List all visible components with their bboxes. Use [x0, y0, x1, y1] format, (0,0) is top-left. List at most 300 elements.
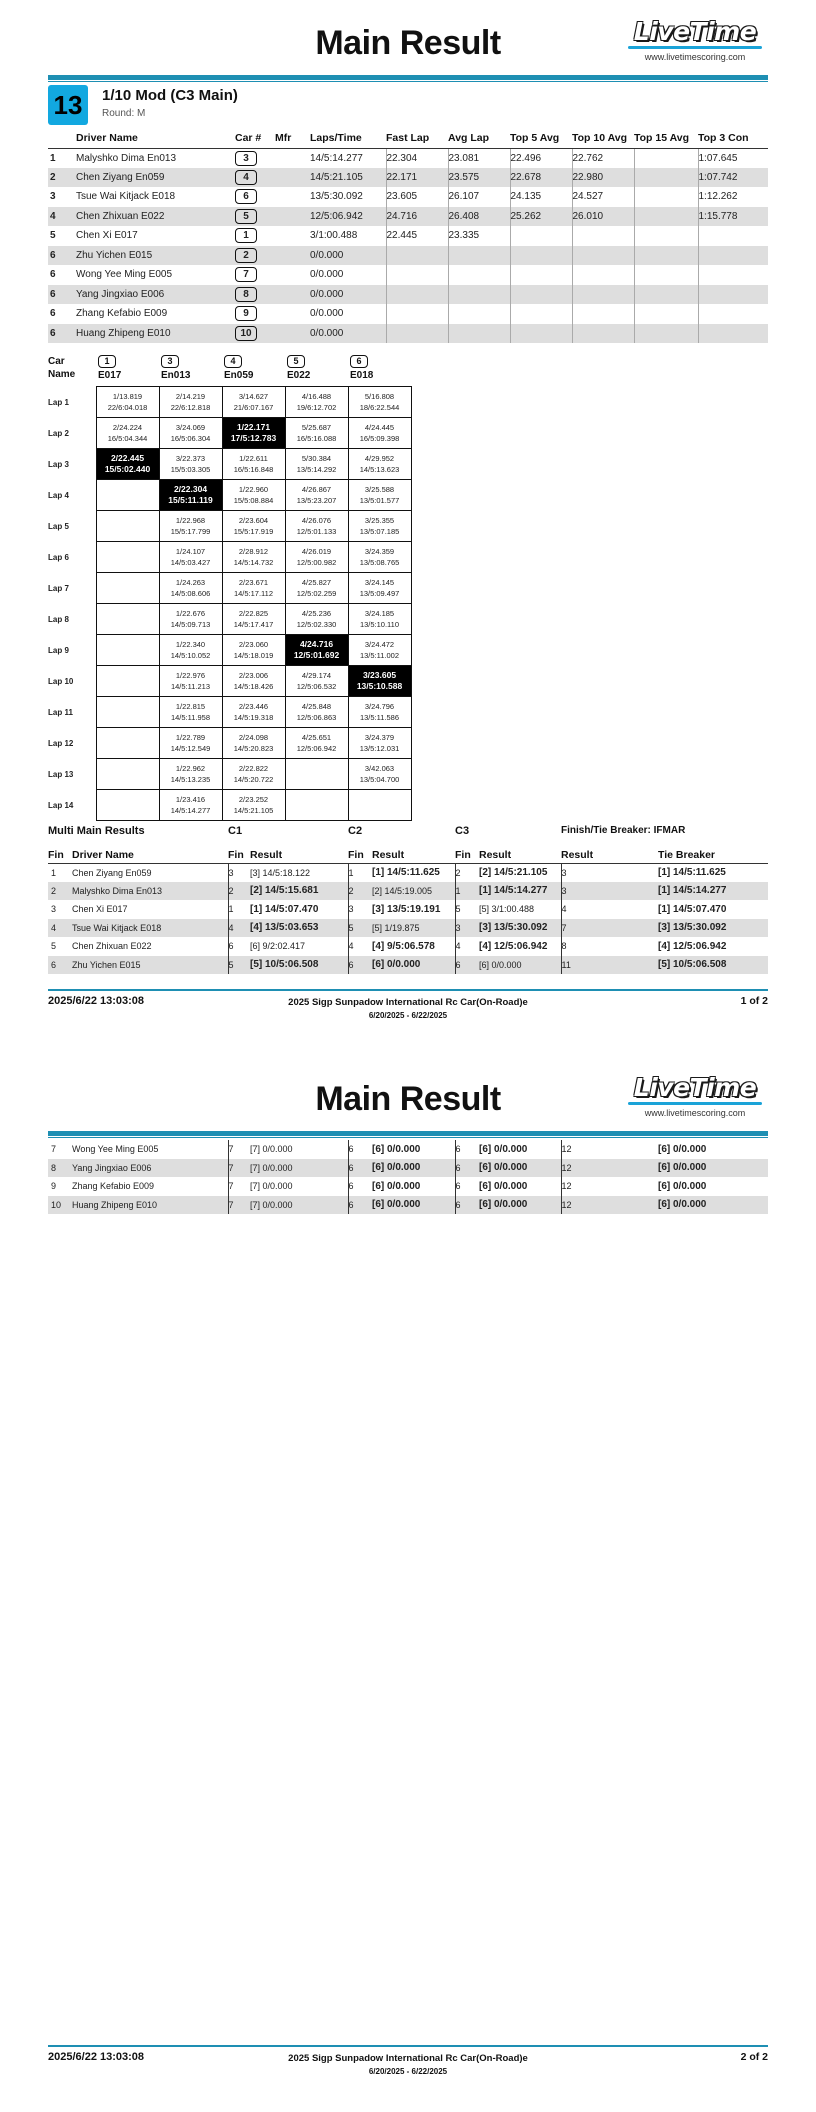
mm-cell-c3f: 6: [455, 1196, 479, 1215]
footer-dates: 6/20/2025 - 6/22/2025: [368, 1011, 448, 1020]
mm-cell-c2r: [6] 0/0.000: [372, 1180, 421, 1192]
lap-cell: [285, 480, 348, 511]
result-cell-pos: 1: [50, 152, 56, 164]
lap-row: [48, 418, 411, 449]
car-number-box: 3: [161, 355, 179, 368]
result-cell-top15: [634, 304, 698, 324]
lap-total: 16/5:06.304: [170, 434, 211, 443]
result-cell-top15: [634, 168, 698, 188]
result-cell-top3: [698, 324, 768, 344]
mm-col-c2fin: Fin: [348, 848, 372, 863]
lap-cell: [285, 387, 348, 418]
footer-event: 2025 Sigp Sunpadow International Rc Car(On-Road)e: [288, 2053, 528, 2064]
result-cell-top10: 24.527: [572, 187, 634, 207]
mm-cell-tb: [1] 14/5:07.470: [658, 903, 727, 915]
main-results-table: [48, 129, 768, 343]
lap-cell: [222, 790, 285, 821]
lap-row: [48, 573, 411, 604]
lapchart-car-header: [224, 355, 253, 381]
mm-cell-c3f: 6: [455, 1159, 479, 1178]
result-cell-laps: 13/5:30.092: [310, 191, 363, 203]
result-row: [48, 148, 768, 168]
mm-cell-c2f: 6: [348, 1177, 372, 1196]
mm-cell-c2f: 5: [348, 919, 372, 938]
result-cell-top3: 1:07.742: [698, 168, 768, 188]
lap-total: 14/5:11.958: [170, 713, 211, 722]
lap-cell: [285, 604, 348, 635]
mm-cell-tb: [1] 14/5:11.625: [658, 867, 726, 878]
mm-cell-driver: Chen Xi E017: [72, 904, 128, 915]
lap-cell: [348, 635, 411, 666]
multi-main-row: [48, 956, 768, 975]
result-cell-pos: 3: [50, 191, 56, 203]
lap-row: [48, 604, 411, 635]
multi-main-row: [48, 937, 768, 956]
lap-position-time: 2/22.445: [110, 453, 145, 463]
lap-total: 15/5:17.919: [233, 527, 274, 536]
lap-cell: [348, 480, 411, 511]
mm-cell-tb: [4] 12/5:06.942: [658, 940, 727, 952]
mm-cell-res: 3: [561, 882, 658, 901]
mm-cell-driver: Tsue Wai Kitjack E018: [72, 919, 228, 938]
mm-cell-c2r: [6] 0/0.000: [372, 1143, 421, 1155]
mm-cell-c3f: 2: [455, 863, 479, 882]
mm-cell-tb: [1] 14/5:14.277: [658, 882, 768, 901]
col-driver: Driver Name: [76, 129, 235, 148]
mm-cell-fin: 5: [51, 941, 57, 952]
lap-label: Lap 3: [48, 459, 69, 469]
lap-position-time: 1/24.107: [175, 547, 206, 556]
lap-cell: [159, 449, 222, 480]
lap-cell: [285, 418, 348, 449]
lap-cell: [348, 790, 411, 821]
lap-cell: [348, 511, 411, 542]
lap-cell: [96, 790, 159, 821]
result-cell-mfr: [275, 285, 310, 305]
result-cell-car: [235, 168, 275, 188]
mm-cell-tb: [3] 13/5:30.092: [658, 919, 768, 938]
mm-cell-fin: 3: [51, 904, 57, 915]
result-cell-car: [235, 285, 275, 305]
lap-row: [48, 728, 411, 759]
result-cell-top5: 25.262: [510, 207, 572, 227]
mm-cell-c3f: 5: [455, 900, 479, 919]
result-cell-top10: [572, 226, 634, 246]
result-cell-top10: [572, 285, 634, 305]
lap-position-time: 3/14.627: [238, 392, 269, 401]
lap-row: [48, 790, 411, 821]
mm-cell-c3r: [5] 3/1:00.488: [479, 904, 535, 915]
lap-total: 16/5:04.344: [107, 434, 148, 443]
mm-cell-c3r: [6] 0/0.000: [479, 1159, 561, 1178]
lap-cell: [222, 635, 285, 666]
mm-cell-c2f: 6: [348, 1140, 372, 1159]
lap-cell: [285, 759, 348, 790]
lap-position-time: 1/22.962: [175, 764, 206, 773]
lap-cell: [222, 418, 285, 449]
lap-total: 15/5:08.884: [233, 496, 274, 505]
mm-cell-c2r: [5] 1/19.875: [372, 919, 455, 938]
lap-total: 15/5:02.440: [104, 464, 151, 474]
lap-position-time: 2/23.060: [238, 640, 269, 649]
lap-cell: [348, 666, 411, 697]
result-cell-pos: 6: [50, 308, 56, 320]
mm-cell-c3r: [4] 12/5:06.942: [479, 940, 548, 952]
multi-main-row: [48, 882, 768, 901]
mm-cell-c2f: 1: [348, 863, 372, 882]
result-cell-laps: 0/0.000: [310, 285, 386, 305]
lap-cell: [285, 728, 348, 759]
mm-cell-fin: 10: [48, 1196, 72, 1215]
lap-cell: [348, 697, 411, 728]
result-cell-top3: [698, 304, 768, 324]
lap-position-time: 4/24.716: [299, 639, 334, 649]
mm-cell-c2r: [6] 0/0.000: [372, 956, 455, 975]
result-cell-pos: 4: [48, 207, 76, 227]
lap-position-time: 5/25.687: [301, 423, 332, 432]
multi-main-c1: C1: [228, 825, 243, 837]
lap-total: 12/5:06.532: [296, 682, 337, 691]
result-cell-mfr: [275, 304, 310, 324]
lap-label: Lap 14: [48, 800, 74, 810]
lap-position-time: 2/23.446: [238, 702, 269, 711]
result-cell-top10: [572, 324, 634, 344]
result-cell-top10: [572, 304, 634, 324]
lapchart-car-header: [350, 355, 373, 381]
result-cell-car: [235, 265, 275, 285]
result-cell-top10: 22.762: [572, 148, 634, 168]
page-2: [0, 1056, 816, 2112]
mm-cell-c3f: 6: [455, 1177, 479, 1196]
lap-cell: [348, 542, 411, 573]
lap-position-time: 3/25.355: [364, 516, 395, 525]
mm-cell-fin: 6: [48, 956, 72, 975]
lap-total: 14/5:20.722: [233, 775, 274, 784]
col-mfr: Mfr: [275, 129, 310, 148]
result-cell-top3: [698, 226, 768, 246]
lap-cell: [96, 542, 159, 573]
car-number-box: 8: [235, 287, 257, 302]
result-cell-avg: 23.335: [448, 226, 510, 246]
result-cell-mfr: [275, 187, 310, 207]
mm-cell-driver: Zhu Yichen E015: [72, 956, 228, 975]
mm-cell-res: 8: [561, 937, 658, 956]
mm-cell-c3r: [2] 14/5:21.105: [479, 867, 548, 878]
lap-total: 12/5:02.330: [296, 620, 337, 629]
lap-position-time: 3/24.069: [175, 423, 206, 432]
result-cell-driver: Chen Zhixuan E022: [76, 207, 235, 227]
result-cell-car: [235, 207, 275, 227]
car-number-box: 1: [98, 355, 116, 368]
lap-total: 14/5:21.105: [233, 806, 274, 815]
lap-cell: [159, 387, 222, 418]
lap-label: Lap 4: [48, 490, 69, 500]
car-number-box: 1: [235, 228, 257, 243]
logo-swoosh: [628, 1102, 762, 1105]
result-cell-pos: 6: [48, 285, 76, 305]
result-cell-laps: 0/0.000: [310, 269, 344, 281]
car-number-box: 6: [235, 189, 257, 204]
mm-col-c1fin: Fin: [228, 848, 250, 863]
result-cell-pos: 6: [48, 246, 76, 266]
footer-event: 2025 Sigp Sunpadow International Rc Car(On-Road)e: [288, 997, 528, 1008]
result-cell-pos: 2: [48, 168, 76, 188]
mm-cell-c1f: 7: [228, 1177, 250, 1196]
result-cell-fast: 22.445: [386, 226, 448, 246]
lap-cell: [222, 542, 285, 573]
mm-cell-c1f: 4: [228, 919, 250, 938]
logo-wordmark: LiveTime: [624, 18, 766, 46]
lap-label: Lap 13: [48, 769, 74, 779]
lap-total: 14/5:08.606: [170, 589, 211, 598]
lap-total: 14/5:12.549: [170, 744, 211, 753]
result-cell-top3: 1:12.262: [698, 187, 768, 207]
result-cell-avg: 26.107: [448, 187, 510, 207]
page-footer: [48, 2045, 768, 2076]
lap-position-time: 2/14.219: [175, 392, 206, 401]
lap-total: 14/5:18.426: [233, 682, 274, 691]
lap-position-time: 1/22.676: [175, 609, 206, 618]
footer-printed: 2025/6/22 13:03:08: [48, 995, 145, 1007]
livetime-logo: [624, 1074, 766, 1118]
mm-col-c3fin: Fin: [455, 848, 479, 863]
mm-cell-c1f: 7: [228, 1140, 250, 1159]
lap-cell: [222, 573, 285, 604]
result-cell-top15: [634, 148, 698, 168]
mm-cell-driver: Chen Zhixuan E022: [72, 941, 152, 952]
mm-cell-driver: Huang Zhipeng E010: [72, 1196, 228, 1215]
lap-position-time: 2/23.006: [238, 671, 269, 680]
result-cell-pos: 5: [50, 230, 56, 242]
result-cell-top15: [634, 265, 698, 285]
footer-page-number: 1 of 2: [740, 995, 768, 1007]
result-cell-driver: Zhang Kefabio E009: [76, 308, 168, 320]
lap-cell: [348, 387, 411, 418]
result-cell-avg: 23.081: [448, 148, 510, 168]
lap-position-time: 1/22.171: [236, 422, 271, 432]
lap-cell: [285, 542, 348, 573]
lap-total: 16/5:16.088: [296, 434, 337, 443]
car-number-box: 6: [350, 355, 368, 368]
mm-cell-c2f: 6: [348, 956, 372, 975]
lap-cell: [222, 604, 285, 635]
lap-cell: [96, 418, 159, 449]
multi-main-title: Multi Main Results: [48, 825, 145, 837]
car-number-box: 10: [235, 326, 257, 341]
lap-position-time: 1/22.815: [175, 702, 206, 711]
lap-total: 12/5:01.133: [296, 527, 337, 536]
livetime-logo: [624, 18, 766, 62]
lap-total: 14/5:14.277: [170, 806, 211, 815]
car-number-box: 4: [224, 355, 242, 368]
mm-cell-c3f: 4: [455, 937, 479, 956]
lap-row: [48, 697, 411, 728]
result-cell-top3: [698, 285, 768, 305]
result-cell-avg: [448, 246, 510, 266]
lap-total: 14/5:10.052: [170, 651, 211, 660]
result-cell-avg: 26.408: [448, 207, 510, 227]
lapchart-car-name: E018: [350, 370, 374, 381]
result-cell-mfr: [275, 246, 310, 266]
car-number-box: 4: [235, 170, 257, 185]
lap-total: 13/5:01.577: [359, 496, 400, 505]
lap-row: [48, 635, 411, 666]
lap-chart-table: [48, 386, 412, 821]
mm-cell-driver: Zhang Kefabio E009: [72, 1181, 155, 1192]
col-top3con: Top 3 Con: [698, 129, 768, 148]
lap-cell: [159, 790, 222, 821]
lap-total: 15/5:17.799: [170, 527, 211, 536]
result-cell-fast: 23.605: [386, 187, 448, 207]
lap-cell: [285, 666, 348, 697]
mm-cell-c2r: [2] 14/5:19.005: [372, 882, 455, 901]
mm-cell-c1f: 6: [228, 937, 250, 956]
lap-total: 13/5:10.588: [356, 681, 403, 691]
car-number-box: 9: [235, 306, 257, 321]
lap-label: Lap 6: [48, 552, 69, 562]
mm-cell-tb: [6] 0/0.000: [658, 1143, 707, 1155]
result-cell-top5: [510, 246, 572, 266]
lap-cell: [222, 511, 285, 542]
result-cell-laps: 14/5:14.277: [310, 152, 363, 164]
multi-main-c3: C3: [455, 825, 470, 837]
lap-cell: [222, 449, 285, 480]
col-pos: [48, 129, 76, 148]
lapchart-car-label: Car: [48, 356, 65, 367]
car-number-box: 7: [235, 267, 257, 282]
result-cell-pos: 6: [50, 269, 56, 281]
mm-col-result: Result: [561, 848, 658, 863]
lap-position-time: 4/25.651: [301, 733, 332, 742]
result-cell-driver: Tsue Wai Kitjack E018: [76, 191, 176, 203]
lap-cell: [96, 604, 159, 635]
mm-cell-c1r: [7] 0/0.000: [250, 1181, 293, 1192]
result-cell-top15: [634, 324, 698, 344]
mm-cell-c2r: [4] 9/5:06.578: [372, 940, 435, 952]
lap-cell: [159, 573, 222, 604]
result-cell-top15: [634, 187, 698, 207]
lap-cell: [285, 511, 348, 542]
footer-rule: [48, 989, 768, 991]
lap-total: 14/5:17.417: [233, 620, 274, 629]
lap-cell: [222, 728, 285, 759]
lap-total: 12/5:02.259: [296, 589, 337, 598]
lap-position-time: 2/22.822: [238, 764, 269, 773]
mm-cell-c2f: 6: [348, 1196, 372, 1215]
lap-total: 15/5:11.119: [168, 495, 213, 505]
lap-position-time: 4/16.488: [301, 392, 332, 401]
lap-cell: [348, 604, 411, 635]
result-cell-driver: Huang Zhipeng E010: [76, 324, 235, 344]
lap-position-time: 2/24.098: [238, 733, 269, 742]
result-cell-fast: 24.716: [386, 207, 448, 227]
result-cell-avg: [448, 265, 510, 285]
mm-cell-fin: 4: [48, 919, 72, 938]
lap-position-time: 3/24.145: [364, 578, 395, 587]
header-rule: [48, 75, 768, 80]
lap-position-time: 1/24.263: [175, 578, 206, 587]
result-row: [48, 265, 768, 285]
result-cell-fast: [386, 324, 448, 344]
lap-position-time: 3/42.063: [364, 764, 395, 773]
mm-cell-c3f: 1: [455, 882, 479, 901]
lap-total: 14/5:09.713: [170, 620, 211, 629]
lap-position-time: 2/23.671: [238, 578, 269, 587]
mm-cell-c3f: 6: [455, 956, 479, 975]
lap-row: [48, 449, 411, 480]
lap-cell: [159, 480, 222, 511]
lap-position-time: 3/24.472: [364, 640, 395, 649]
lap-position-time: 5/30.384: [301, 454, 332, 463]
mm-cell-c3r: [1] 14/5:14.277: [479, 882, 561, 901]
lap-label: Lap 10: [48, 676, 74, 686]
car-number-box: 5: [235, 209, 257, 224]
lap-cell: [159, 666, 222, 697]
result-cell-car: [235, 148, 275, 168]
lap-total: 12/5:00.982: [296, 558, 337, 567]
lap-cell: [222, 480, 285, 511]
lap-position-time: 4/25.827: [301, 578, 332, 587]
lap-total: 22/6:12.818: [170, 403, 211, 412]
lap-position-time: 2/24.224: [112, 423, 143, 432]
lap-position-time: 1/22.611: [239, 454, 268, 463]
lap-cell: [96, 511, 159, 542]
lap-position-time: 1/22.976: [175, 671, 206, 680]
result-cell-driver: Wong Yee Ming E005: [76, 269, 173, 281]
lap-total: 14/5:14.732: [233, 558, 274, 567]
mm-col-driver: Driver Name: [72, 848, 228, 863]
lap-total: 13/5:04.700: [359, 775, 400, 784]
result-cell-laps: 14/5:21.105: [310, 168, 386, 188]
result-row: [48, 187, 768, 207]
lap-cell: [285, 790, 348, 821]
col-top15: Top 15 Avg: [634, 129, 698, 148]
lap-cell: [159, 511, 222, 542]
mm-cell-c1f: 2: [228, 882, 250, 901]
lap-row: [48, 480, 411, 511]
multi-main-row: [48, 1140, 768, 1159]
result-cell-top10: [572, 246, 634, 266]
col-avg: Avg Lap: [448, 129, 510, 148]
lap-position-time: 3/24.185: [364, 609, 395, 618]
mm-cell-driver: Yang Jingxiao E006: [72, 1159, 228, 1178]
lap-cell: [222, 387, 285, 418]
lap-label: Lap 11: [48, 707, 73, 717]
lap-label: Lap 8: [48, 614, 69, 624]
result-cell-fast: 22.171: [386, 168, 448, 188]
mm-cell-c3f: 3: [455, 919, 479, 938]
lap-position-time: 2/22.825: [238, 609, 269, 618]
col-fast: Fast Lap: [386, 129, 448, 148]
mm-cell-res: 4: [561, 900, 658, 919]
lap-total: 14/5:20.823: [233, 744, 274, 753]
logo-wordmark: LiveTime: [624, 1074, 766, 1102]
result-cell-avg: 23.575: [448, 168, 510, 188]
result-row: [48, 226, 768, 246]
result-cell-car: [235, 187, 275, 207]
result-cell-car: [235, 246, 275, 266]
lap-cell: [96, 449, 159, 480]
mm-cell-tb: [6] 0/0.000: [658, 1196, 768, 1215]
lap-position-time: 4/24.445: [364, 423, 395, 432]
result-cell-top5: [510, 324, 572, 344]
multi-main-row: [48, 919, 768, 938]
multi-main-row: [48, 1177, 768, 1196]
result-cell-top5: [510, 265, 572, 285]
lap-cell: [348, 728, 411, 759]
lap-cell: [96, 480, 159, 511]
lap-total: 12/5:01.692: [293, 650, 340, 660]
